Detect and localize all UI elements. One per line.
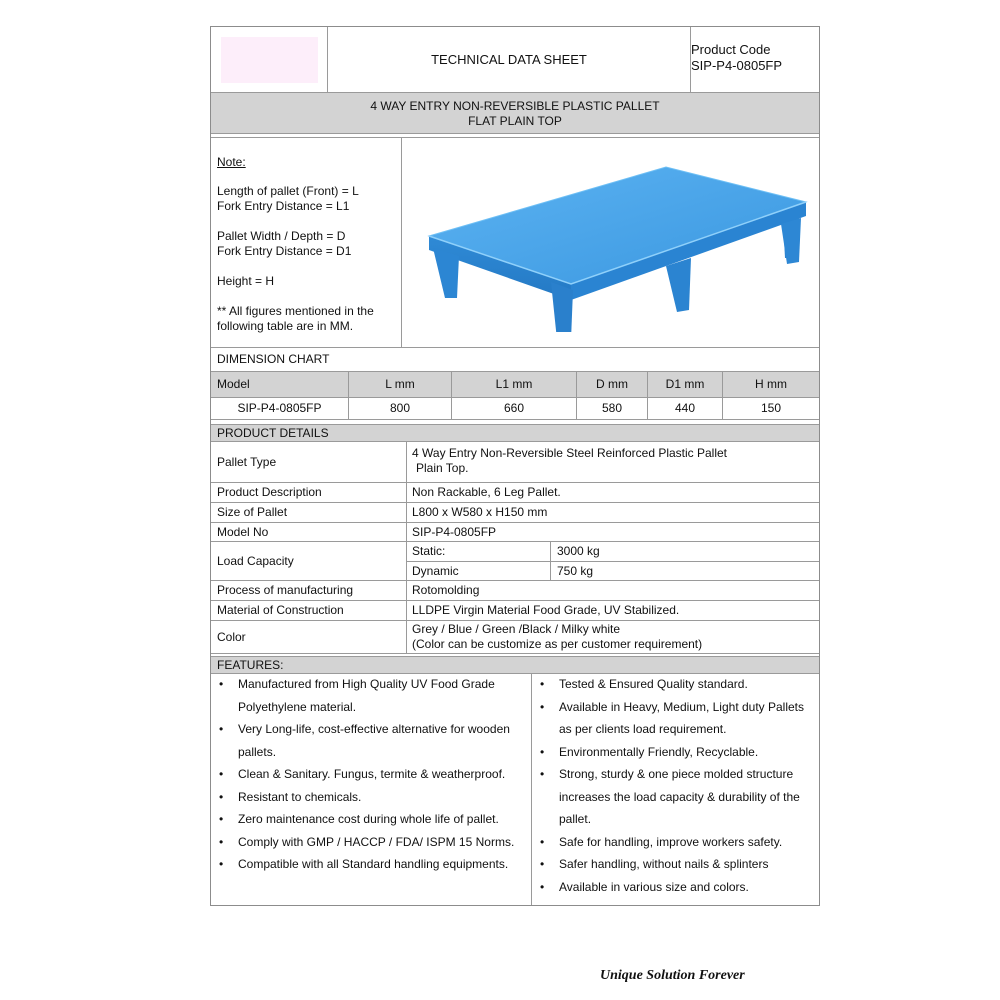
model-value: SIP-P4-0805FP — [412, 524, 497, 539]
data-sheet — [210, 26, 820, 906]
list-item: • Safe for handling, improve workers safety. — [532, 831, 817, 854]
column-header-l1: L1 mm — [495, 377, 533, 391]
list-item: • Strong, sturdy & one piece molded structure increases the load capacity & durability of the pallet. — [532, 763, 817, 831]
color-label: Color — [217, 629, 246, 644]
dimension-cell-d: 580 — [601, 401, 623, 415]
description-label: Product Description — [217, 485, 322, 499]
dimension-cell-model: SIP-P4-0805FP — [237, 401, 322, 415]
model-label: Model No — [217, 524, 269, 539]
process-value: Rotomolding — [412, 583, 480, 597]
note-line: ** All figures mentioned in the — [217, 304, 374, 318]
list-item: • Available in Heavy, Medium, Light duty Pallets as per clients load requirement. — [532, 696, 817, 741]
subtitle-line-1: 4 WAY ENTRY NON-REVERSIBLE PLASTIC PALLET — [370, 99, 660, 113]
list-item: • Safer handling, without nails & splinters — [532, 853, 817, 876]
column-header-h: H mm — [755, 377, 787, 391]
subtitle-band — [211, 93, 819, 133]
features-right-list — [532, 673, 817, 898]
column-header-l: L mm — [385, 377, 415, 391]
dimension-cell-l: 800 — [389, 401, 411, 415]
dimension-cell-h: 150 — [760, 401, 782, 415]
column-header-model: Model — [217, 377, 250, 391]
dynamic-value: 750 kg — [557, 563, 594, 578]
list-item: • Manufactured from High Quality UV Food Grade Polyethylene material. — [211, 673, 527, 718]
list-item: • Very Long-life, cost-effective alternative for wooden pallets. — [211, 718, 527, 763]
list-item: • Comply with GMP / HACCP / FDA/ ISPM 15 Norms. — [211, 831, 527, 854]
product-details-heading: PRODUCT DETAILS — [211, 425, 819, 441]
pallet-type-line-1: 4 Way Entry Non-Reversible Steel Reinforced Plastic Pallet — [412, 446, 728, 460]
column-header-d: D mm — [596, 377, 628, 391]
note-line: Fork Entry Distance = L1 — [217, 199, 350, 213]
product-code-value: SIP-P4-0805FP — [691, 58, 783, 73]
list-item: • Compatible with all Standard handling equipments. — [211, 853, 527, 876]
pallet-type-value — [412, 446, 817, 476]
pallet-image — [421, 162, 811, 332]
color-line-2: (Color can be customize as per customer requirement) — [412, 637, 703, 651]
logo-placeholder — [221, 37, 318, 83]
document-title: TECHNICAL DATA SHEET — [431, 52, 587, 67]
dynamic-label: Dynamic — [412, 563, 459, 578]
load-capacity-label: Load Capacity — [217, 553, 294, 568]
list-item: • Environmentally Friendly, Recyclable. — [532, 741, 817, 764]
subtitle-line-2: FLAT PLAIN TOP — [468, 114, 562, 128]
list-item: • Resistant to chemicals. — [211, 786, 527, 809]
color-value — [412, 622, 817, 652]
product-code-box — [691, 42, 816, 74]
note-line: Length of pallet (Front) = L — [217, 184, 359, 198]
note-line: following table are in MM. — [217, 319, 354, 333]
dimension-cell-d1: 440 — [674, 401, 696, 415]
features-heading: FEATURES: — [211, 657, 819, 673]
list-item: • Tested & Ensured Quality standard. — [532, 673, 817, 696]
static-label: Static: — [412, 544, 446, 558]
note-block — [217, 155, 397, 334]
footer-tagline: Unique Solution Forever — [600, 968, 745, 983]
note-line: Fork Entry Distance = D1 — [217, 244, 352, 258]
list-item: • Clean & Sanitary. Fungus, termite & weatherproof. — [211, 763, 527, 786]
dimension-cell-l1: 660 — [503, 401, 525, 415]
column-header-d1: D1 mm — [665, 377, 705, 391]
note-line: Height = H — [217, 274, 275, 288]
size-value: L800 x W580 x H150 mm — [412, 505, 548, 519]
features-left-list — [211, 673, 527, 876]
description-value: Non Rackable, 6 Leg Pallet. — [412, 485, 561, 499]
size-label: Size of Pallet — [217, 505, 288, 519]
material-label: Material of Construction — [217, 603, 344, 617]
list-item: • Available in various size and colors. — [532, 876, 817, 899]
material-value: LLDPE Virgin Material Food Grade, UV Stabilized. — [412, 603, 680, 617]
product-code-label: Product Code — [691, 42, 771, 57]
process-label: Process of manufacturing — [217, 583, 354, 597]
note-line: Pallet Width / Depth = D — [217, 229, 346, 243]
pallet-type-line-2: Plain Top. — [416, 461, 469, 475]
note-heading: Note: — [217, 155, 246, 169]
color-line-1: Grey / Blue / Green /Black / Milky white — [412, 622, 621, 636]
pallet-type-label: Pallet Type — [217, 454, 277, 469]
dimension-chart-heading: DIMENSION CHART — [217, 352, 330, 366]
static-value: 3000 kg — [557, 544, 600, 558]
list-item: • Zero maintenance cost during whole life of pallet. — [211, 808, 527, 831]
